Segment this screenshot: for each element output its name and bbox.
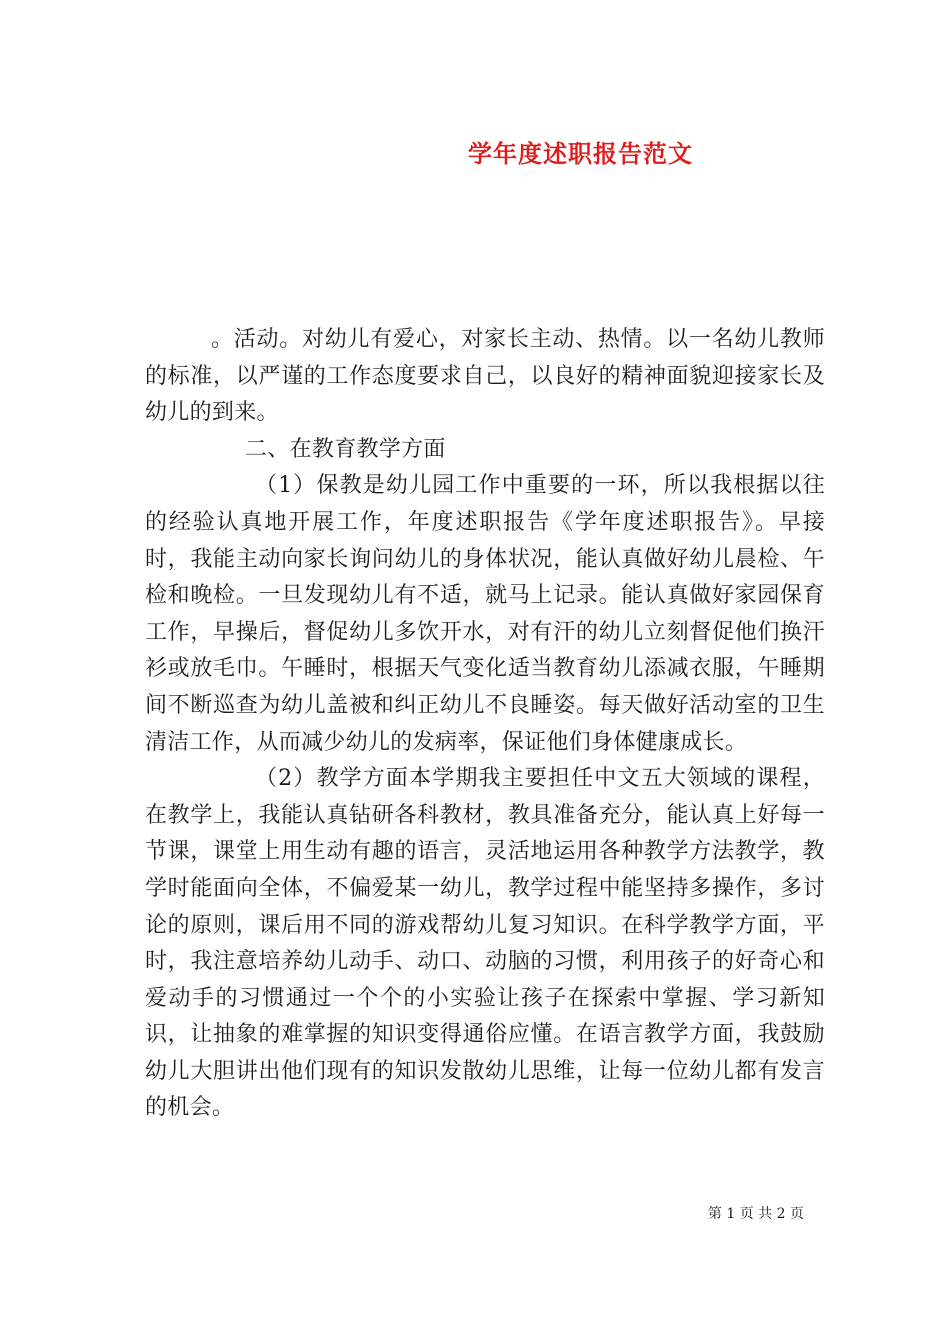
paragraph-intro: 。活动。对幼儿有爱心，对家长主动、热情。以一名幼儿教师的标准，以严谨的工作态度要求自己，以良好的精神面貌迎接家长及幼儿的到来。 — [145, 327, 825, 426]
page-number: 第 1 页 共 2 页 — [707, 1206, 804, 1222]
paragraph-care: （1）保教是幼儿园工作中重要的一环，所以我根据以往的经验认真地开展工作，年度述职报告《学年度述职报告》。早接时，我能主动向家长询问幼儿的身体状况，能认真做好幼儿晨检、午检和晚检。一旦发现幼儿有不适，就马上记录。能认真做好家园保育工作，早操后，督促幼儿多饮开水，对有汗的幼儿立刻督促他们换汗衫或放毛巾。午睡时，根据天气变化适当教育幼儿添减衣服，午睡期间不断巡查为幼儿盖被和纠正幼儿不良睡姿。每天做好活动室的卫生清洁工作，从而减少幼儿的发病率，保证他们身体健康成长。 — [145, 473, 825, 755]
document-title: 学年度述职报告范文 — [468, 139, 693, 168]
document-body — [145, 322, 825, 1127]
paragraph-teaching: （2）教学方面本学期我主要担任中文五大领域的课程，在教学上，我能认真钻研各科教材，教具准备充分，能认真上好每一节课，课堂上用生动有趣的语言，灵活地运用各种教学方法教学，教学时能面向全体，不偏爱某一幼儿，教学过程中能坚持多操作，多讨论的原则，课后用不同的游戏帮幼儿复习知识。在科学教学方面，平时，我注意培养幼儿动手、动口、动脑的习惯，利用孩子的好奇心和爱动手的习惯通过一个个的小实验让孩子在探索中掌握、学习新知识，让抽象的难掌握的知识变得通俗应懂。在语言教学方面，我鼓励幼儿大胆讲出他们现有的知识发散幼儿思维，让每一位幼儿都有发言的机会。 — [145, 766, 825, 1121]
section-heading: 二、在教育教学方面 — [245, 436, 446, 462]
